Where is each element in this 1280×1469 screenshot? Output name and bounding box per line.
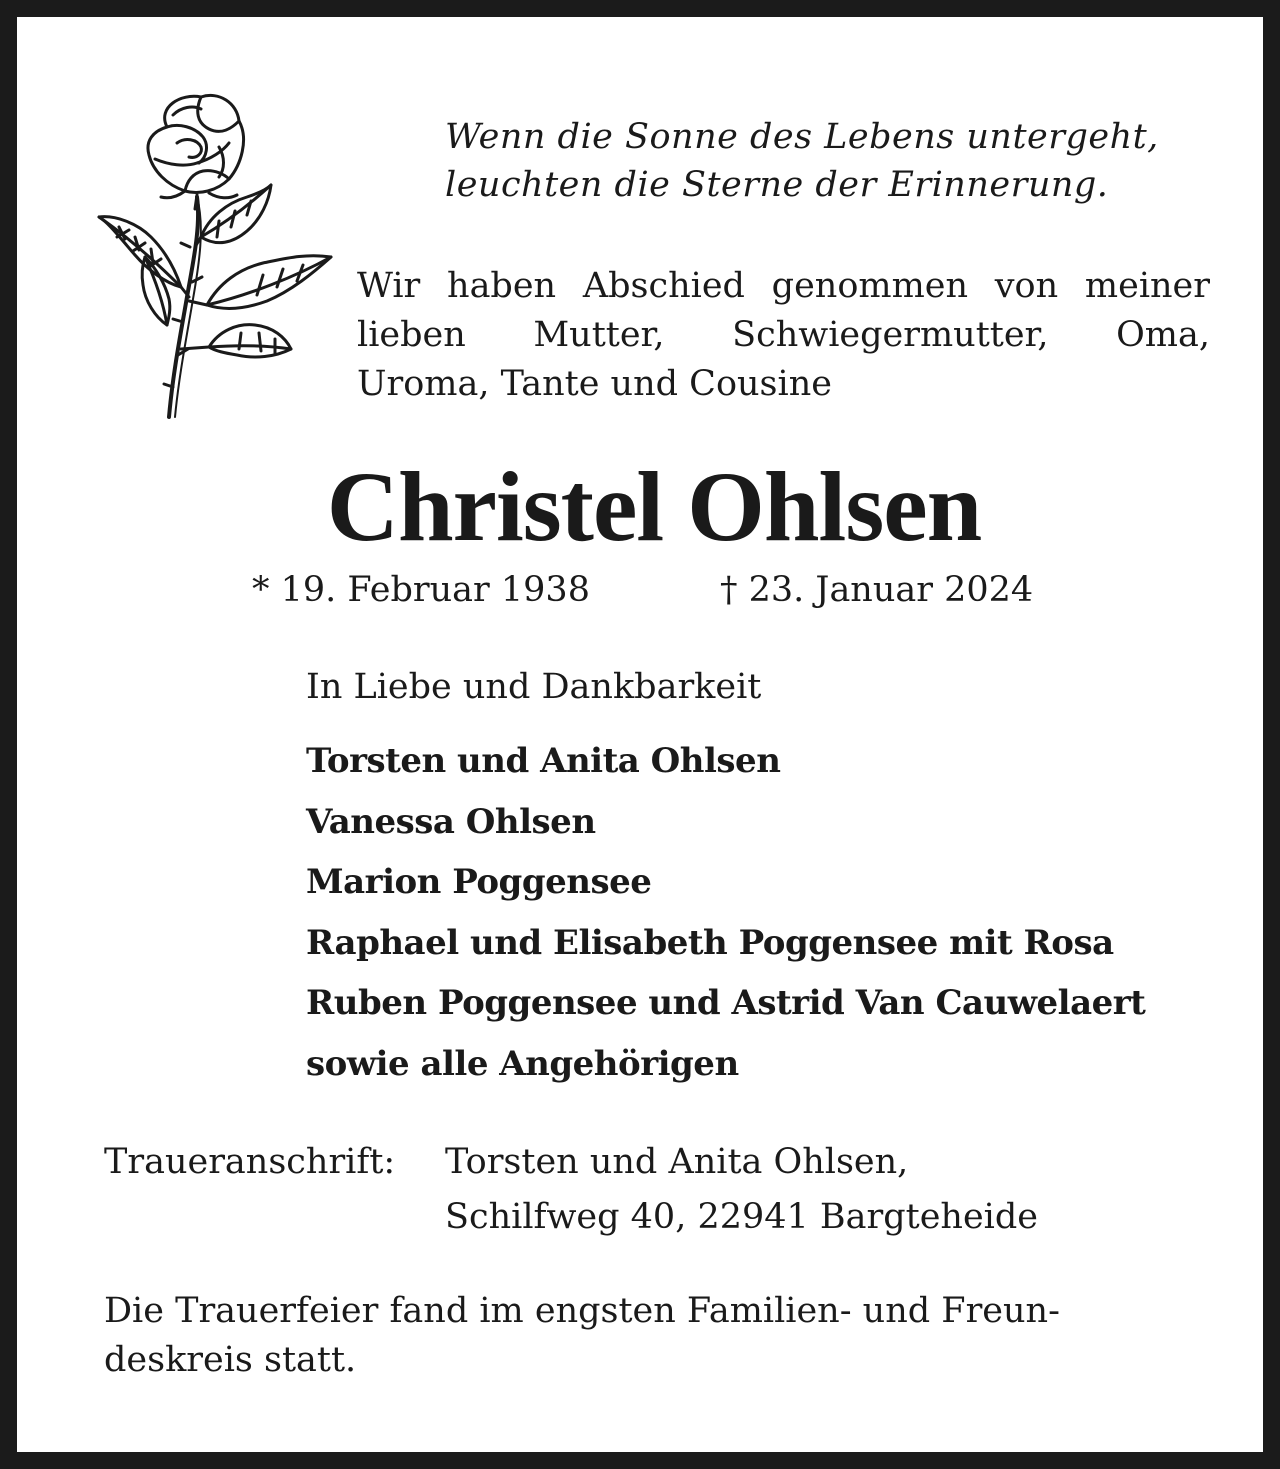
mourner-name: Raphael und Elisabeth Poggensee mit Rosa [306,922,1114,963]
mourner-name: Vanessa Ohlsen [306,801,596,842]
ceremony-line: deskreis statt. [104,1340,357,1380]
mourning-address [104,1135,1038,1245]
rose-icon [69,87,339,422]
verse-line: Wenn die Sonne des Lebens untergeht, [445,117,1159,157]
address-label: Traueranschrift: [104,1142,396,1182]
death-date: † 23. Januar 2024 [720,570,1034,610]
mourners-list [306,731,1145,1094]
address-line: Schilfweg 40, 22941 Bargteheide [445,1197,1038,1237]
mourner-name: Ruben Poggensee und Astrid Van Cauwelaert [306,983,1146,1023]
deceased-name: Christel Ohlsen [326,451,982,562]
farewell-line: Wir haben Abschied genommen von meiner [357,266,1210,306]
mourner-name: sowie alle Angehörigen [306,1043,739,1084]
ceremony-note [104,1287,1209,1385]
ceremony-line: Die Trauerfeier fand im engsten Familien- und Freun- [104,1291,1060,1331]
farewell-line: lieben Mutter, Schwiegermutter, Oma, [357,315,1210,355]
mourner-name: Torsten und Anita Ohlsen [306,741,781,781]
memorial-verse [445,113,1225,209]
mourner-name: Marion Poggensee [306,862,652,902]
address-line: Torsten und Anita Ohlsen, [445,1142,909,1182]
farewell-text [357,262,1210,409]
farewell-line: Uroma, Tante und Cousine [357,364,832,404]
verse-line: leuchten die Sterne der Erinnerung. [445,165,1109,205]
birth-date: * 19. Februar 1938 [252,570,590,610]
closing-phrase: In Liebe und Dankbarkeit [306,667,762,707]
